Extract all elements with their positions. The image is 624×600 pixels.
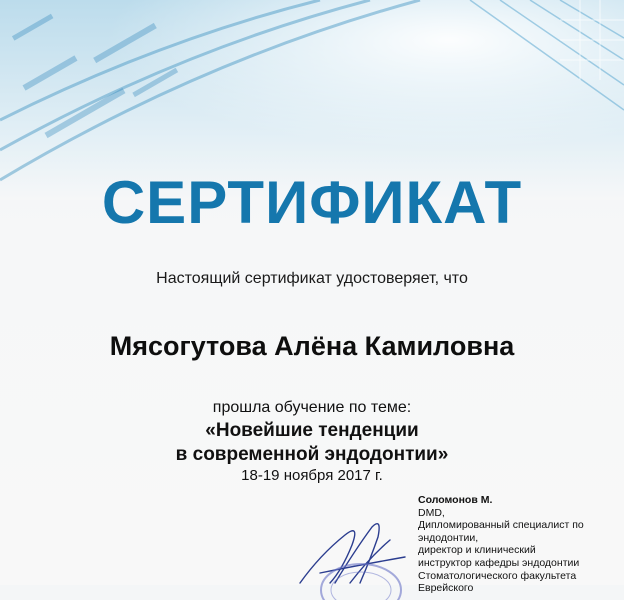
signer-line: Стоматологического факультета: [418, 569, 577, 582]
certificate-title: СЕРТИФИКАТ: [101, 169, 523, 236]
course-title: [0, 419, 624, 467]
signer-line: DMD,: [418, 506, 445, 519]
signer-block: [418, 494, 624, 595]
signer-line: директор и клинический: [418, 544, 536, 557]
course-title-line-1: «Новейшие тенденции: [205, 420, 419, 441]
course-title-line-2: в современной эндодонтии»: [175, 444, 449, 465]
stamp-seal: [318, 560, 404, 600]
course-date: 18-19 ноября 2017 г.: [241, 467, 383, 484]
certificate-intro: Настоящий сертификат удостоверяет, что: [156, 270, 468, 287]
signer-line: инструктор кафедры эндодонтии: [418, 556, 580, 569]
recipient-name: Мясогутова Алёна Камиловна: [109, 331, 515, 361]
signer-line: Еврейского: [418, 582, 474, 595]
signer-line: эндодонтии,: [418, 531, 479, 544]
course-intro: прошла обучение по теме:: [212, 399, 412, 416]
signer-line: Дипломированный специалист по: [418, 519, 584, 532]
signer-name: Соломонов М.: [418, 494, 493, 506]
